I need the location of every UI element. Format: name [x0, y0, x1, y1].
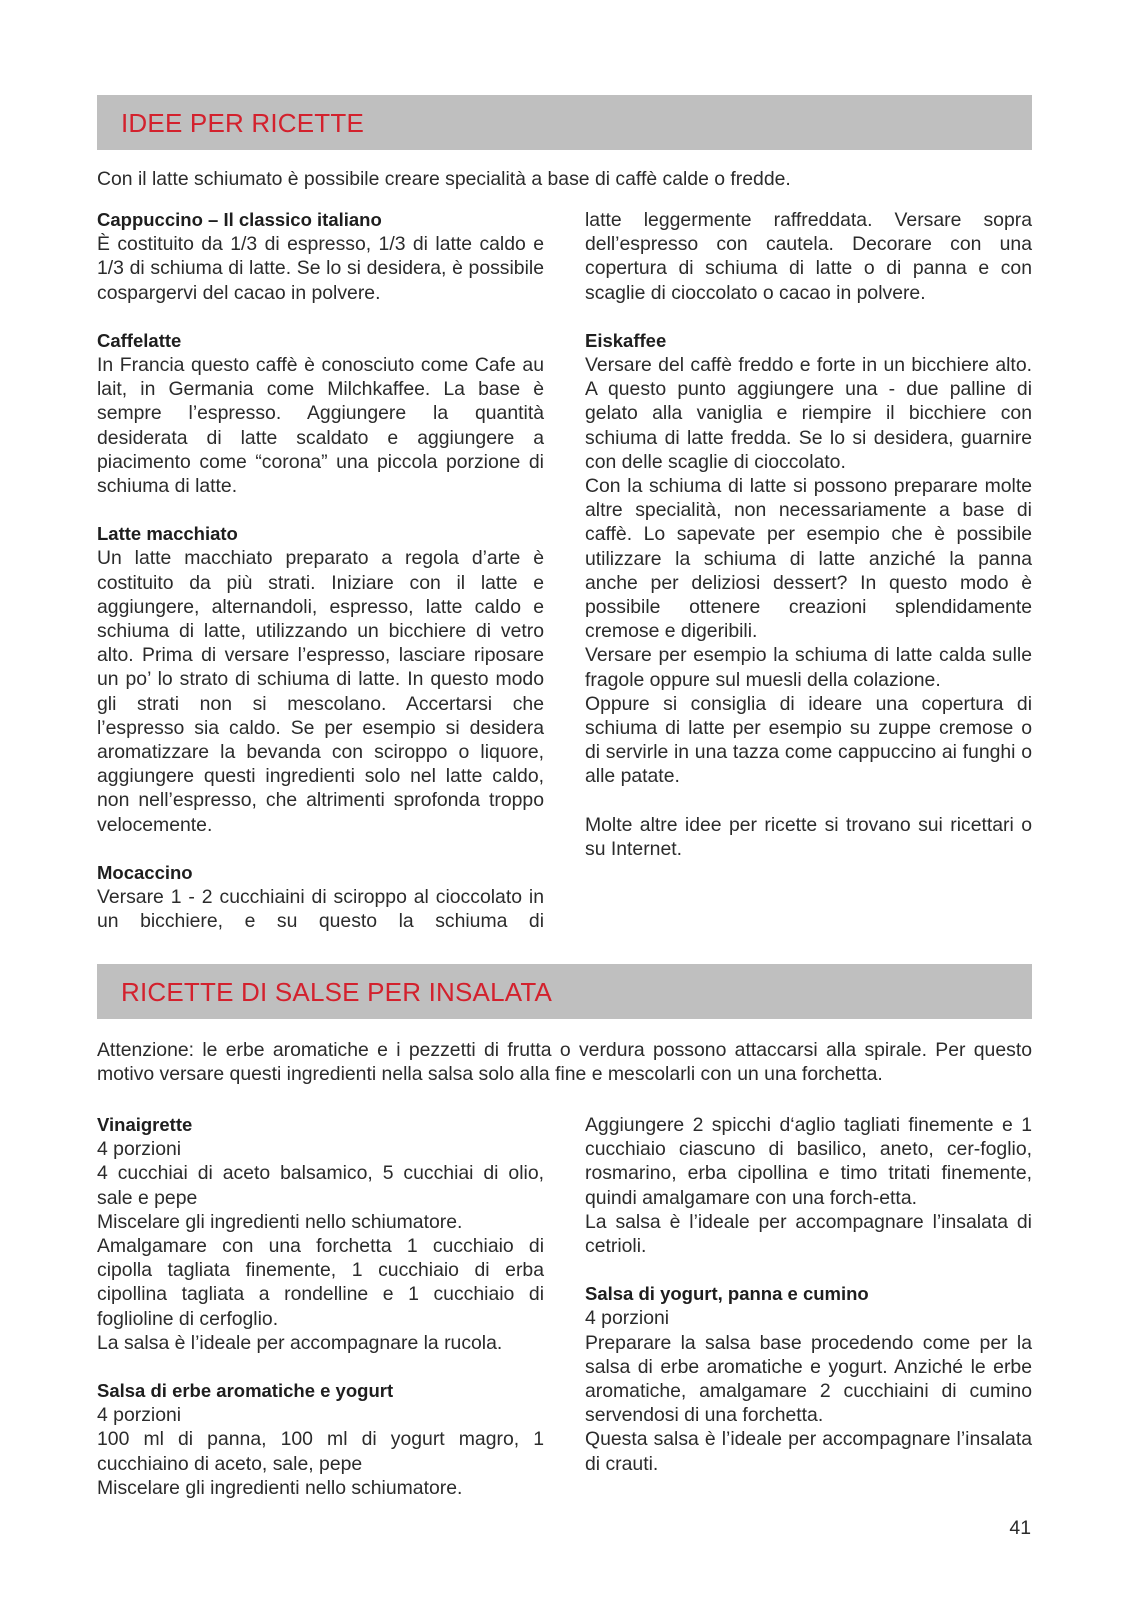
sauces-left-column [97, 1113, 544, 1500]
recipe-heading-latte-macchiato: Latte macchiato [97, 523, 238, 545]
note-herb-yogurt: La salsa è l’ideale per accompagnare l’insalata di cetrioli. [585, 1210, 1032, 1258]
step2-herb-yogurt: Aggiungere 2 spicchi d‘aglio tagliati finemente e 1 cucchiaio ciascuno di basilico, aneto, cer-foglio, rosmarino, erba cipollina e timo tritati finemente, quindi amalgamare con una forch-etta. [585, 1114, 1032, 1209]
ingredients-herb-yogurt: 100 ml di panna, 100 ml di yogurt magro, 1 cucchiaino di aceto, sale, pepe [97, 1428, 544, 1475]
step1-vinaigrette: Miscelare gli ingredienti nello schiumatore. [97, 1210, 463, 1233]
recipe-heading-eiskaffee: Eiskaffee [585, 329, 667, 351]
recipe-text-mocaccino: Versare 1 - 2 cucchiaini di sciroppo al cioccolato in un bicchiere, e su questo la schiuma di [97, 886, 544, 933]
recipe-text-eiskaffee: Versare del caffè freddo e forte in un bicchiere alto. A questo punto aggiungere una - due palline di gelato alla vaniglia e riempire il bicchiere con schiuma di latte fredda. Se lo si desidera, guarnire con delle scaglie di cioccolato. [585, 354, 1032, 473]
paragraph-strawberries: Versare per esempio la schiuma di latte calda sulle fragole oppure sul muesli della colazione. [585, 644, 1032, 691]
recipe-heading-caffelatte: Caffelatte [97, 329, 182, 351]
portions-herb-yogurt: 4 porzioni [97, 1404, 182, 1427]
text-cumin: Preparare la salsa base procedendo come per la salsa di erbe aromatiche e yogurt. Anziché le erbe aromatiche, amalgamare 2 cucchiaini di cumino servendosi di una forchetta. [585, 1331, 1032, 1427]
section-title-recipes: IDEE PER RICETTE [121, 108, 365, 138]
recipe-heading-cumin: Salsa di yogurt, panna e cumino [585, 1283, 869, 1305]
portions-vinaigrette: 4 porzioni [97, 1138, 182, 1161]
portions-cumin: 4 porzioni [585, 1307, 670, 1330]
sauces-right-column [585, 1113, 1032, 1476]
recipe-heading-cappuccino: Cappuccino – Il classico italiano [97, 209, 382, 230]
paragraph-other-specialties: Con la schiuma di latte si possono preparare molte altre specialità, non necessariamente a base di caffè. Lo sapevate per esempio che è possibile utilizzare la schiuma di latte anziché la panna anche per deliziosi dessert? In questo modo è possibile ottenere creazioni splendidamente cremose e digeribili. [585, 475, 1032, 643]
recipe-text-cappuccino: È costituito da 1/3 di espresso, 1/3 di latte caldo e 1/3 di schiuma di latte. Se lo si desidera, è possibile cospargervi del cacao in polvere. [97, 233, 544, 304]
recipe-text-caffelatte: In Francia questo caffè è conosciuto come Cafe au lait, in Germania come Milchkaffee. La base è sempre l’espresso. Aggiungere la quantità desiderata di latte scaldato e aggiungere a piacimento come “corona” una piccola porzione di schiuma di latte. [97, 354, 544, 498]
paragraph-more-ideas: Molte altre idee per ricette si trovano sui ricettari o su Internet. [585, 813, 1032, 860]
step1-herb-yogurt: Miscelare gli ingredienti nello schiumatore. [97, 1476, 463, 1499]
recipe-text-mocaccino-continued: latte leggermente raffreddata. Versare sopra dell’espresso con cautela. Decorare con una copertura di schiuma di latte o di panna e con scaglie di cioccolato o cacao in polvere. [585, 209, 1032, 304]
recipes-right-column [585, 208, 1032, 861]
page-number: 41 [1009, 1517, 1031, 1539]
note-cumin: Questa salsa è l’ideale per accompagnare l’insalata di crauti. [585, 1428, 1032, 1475]
section-header-recipes [97, 95, 1032, 150]
section-intro-salad-sauces: Attenzione: le erbe aromatiche e i pezzetti di frutta o verdura possono attaccarsi alla spirale. Per questo motivo versare questi ingredienti nella salsa solo alla fine e mescolarli con un una forchetta. [97, 1039, 1032, 1086]
recipe-heading-mocaccino: Mocaccino [97, 861, 193, 883]
ingredients-vinaigrette: 4 cucchiai di aceto balsamico, 5 cucchiai di olio, sale e pepe [97, 1162, 544, 1209]
section-intro-recipes: Con il latte schiumato è possibile creare specialità a base di caffè calde o fredde. [97, 168, 791, 190]
section-header-salad-sauces [97, 964, 1032, 1019]
recipe-text-latte-macchiato: Un latte macchiato preparato a regola d’arte è costituito da più strati. Iniziare con il latte e aggiungere, alternandoli, espresso, latte caldo e schiuma di latte, utilizzando un bicchiere di vetro alto. Prima di versare l’espresso, lasciare riposare un po’ lo strato di schiuma di latte. In questo modo gli strati non si mescolano. Accertarsi che l’espresso sia caldo. Se per esempio si desidera aromatizzare la bevanda con sciroppo o liquore, aggiungere questi ingredienti solo nel latte caldo, non nell’espresso, che altrimenti sprofonda troppo velocemente. [97, 547, 544, 836]
recipes-left-column [97, 208, 544, 933]
section-title-salad-sauces: RICETTE DI SALSE PER INSALATA [121, 977, 553, 1007]
note-vinaigrette: La salsa è l’ideale per accompagnare la rucola. [97, 1331, 503, 1354]
recipe-heading-vinaigrette: Vinaigrette [97, 1114, 193, 1135]
paragraph-soups: Oppure si consiglia di ideare una copertura di schiuma di latte per esempio su zuppe cremose o di servirle in una tazza come cappuccino ai funghi o alle patate. [585, 692, 1032, 788]
recipe-heading-herb-yogurt: Salsa di erbe aromatiche e yogurt [97, 1380, 394, 1402]
step2-vinaigrette: Amalgamare con una forchetta 1 cucchiaio di cipolla tagliata finemente, 1 cucchiaio di erba cipollina tagliata a rondelline e 1 cucchiaio di foglioline di cerfoglio. [97, 1235, 544, 1330]
